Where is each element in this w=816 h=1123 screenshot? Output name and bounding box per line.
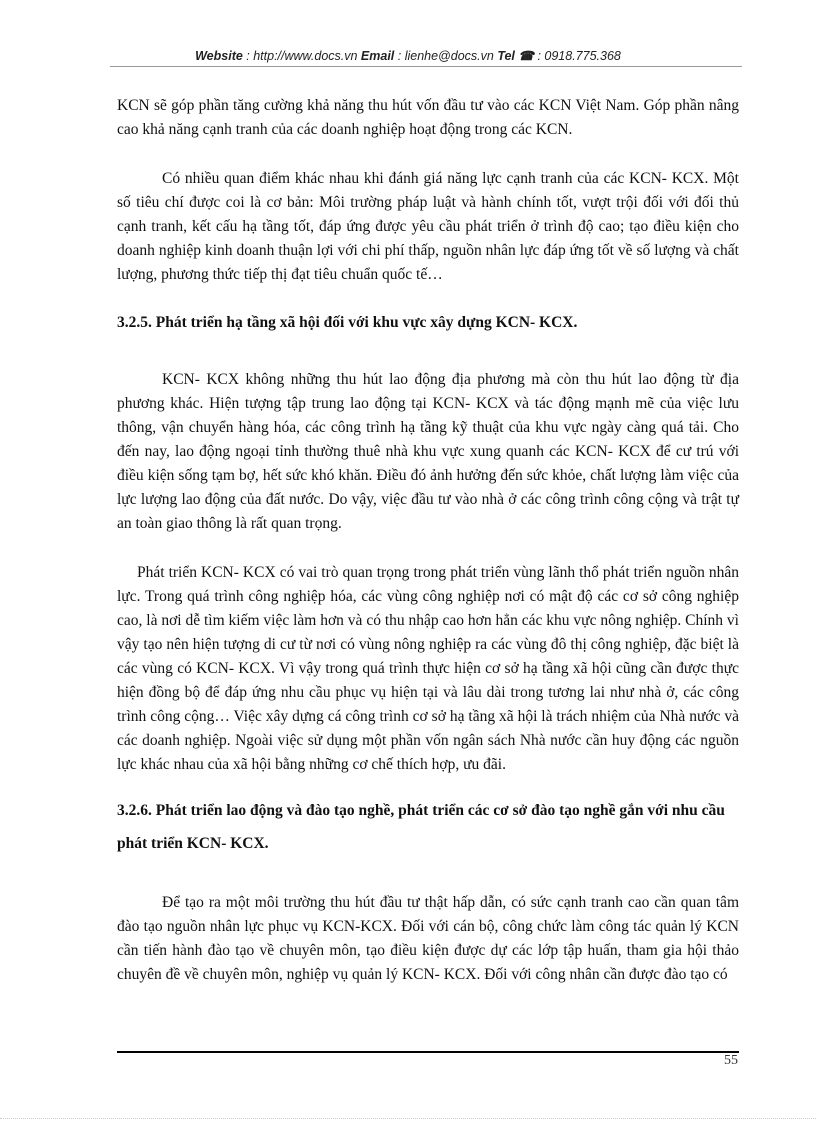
email-value: : lienhe@docs.vn	[394, 49, 498, 63]
header-divider	[110, 66, 742, 67]
website-label: Website	[195, 49, 243, 63]
paragraph-3: KCN- KCX không những thu hút lao động địa phương mà còn thu hút lao động từ địa phương khác. Hiện tượng tập trung lao động tại KCN- KCX và tác động mạnh mẽ của việc lưu thông, vận chuyển hàng hóa, các công trình hạ tầng kỹ thuật của khu vực ngày càng quá tải. Cho đến nay, lao động ngoại tỉnh thường thuê nhà khu vực xung quanh các KCN- KCX để cư trú với điều kiện sống tạm bợ, hết sức khó khăn. Điều đó ảnh hưởng đến sức khỏe, chất lượng làm việc của lực lượng lao động của đất nước. Do vậy, việc đầu tư vào nhà ở các công trình công cộng và trật tự an toàn giao thông là rất quan trọng.	[117, 371, 739, 532]
tel-value: : 0918.775.368	[533, 49, 621, 63]
page-body	[117, 94, 739, 987]
page-number: 55	[724, 1053, 738, 1068]
paragraph-4: Phát triển KCN- KCX có vai trò quan trọng trong phát triển vùng lãnh thổ phát triển nguồn nhân lực. Trong quá trình công nghiệp hóa, các vùng công nghiệp nơi có mật độ các cơ sở công nghiệp cao, là nơi dễ tìm kiếm việc làm hơn và có thu nhập cao hơn hẳn các khu vực nông nghiệp. Chính vì vậy tạo nên hiện tượng di cư từ nơi có vùng nông nghiệp ra các vùng đô thị công nghiệp, đặc biệt là các vùng có KCN- KCX. Vì vậy trong quá trình thực hiện cơ sở hạ tầng xã hội cũng cần được thực hiện đồng bộ để đáp ứng nhu cầu phục vụ hiện tại và lâu dài trong tương lai như nhà ở, các công trình công cộng… Việc xây dựng cá công trình cơ sở hạ tầng xã hội là trách nhiệm của Nhà nước và các doanh nghiệp. Ngoài việc sử dụng một phần vốn ngân sách Nhà nước cần huy động các nguồn lực khác nhau của xã hội bằng những cơ chế thích hợp, ưu đãi.	[117, 564, 739, 773]
tel-label: Tel	[497, 49, 515, 63]
footer-divider	[117, 1051, 739, 1053]
page-header	[0, 48, 816, 63]
paragraph-2: Có nhiều quan điểm khác nhau khi đánh giá năng lực cạnh tranh của các KCN- KCX. Một số tiêu chí được coi là cơ bản: Môi trường pháp luật và hành chính tốt, vượt trội đối với đối thủ cạnh tranh, kết cấu hạ tầng tốt, đáp ứng được yêu cầu phát triển ở trình độ cao; tạo điều kiện cho doanh nghiệp kinh doanh thuận lợi với chi phí thấp, nguồn nhân lực đáp ứng tốt về số lượng và chất lượng, phương thức tiếp thị đạt tiêu chuẩn quốc tế…	[117, 170, 739, 283]
paragraph-5: Để tạo ra một môi trường thu hút đầu tư thật hấp dẫn, có sức cạnh tranh cao cần quan tâm đào tạo nguồn nhân lực phục vụ KCN-KCX. Đối với cán bộ, công chức làm công tác quản lý KCN cần tiến hành đào tạo về chuyên môn, tạo điều kiện được dự các lớp tập huấn, tham gia hội thảo chuyên đề về chuyên môn, nghiệp vụ quản lý KCN- KCX. Đối với công nhân cần được đào tạo có	[117, 894, 739, 983]
website-value: : http://www.docs.vn	[242, 49, 361, 63]
page-bottom-border	[0, 1118, 816, 1119]
phone-icon: ☎	[518, 49, 534, 63]
section-heading-3-2-5: 3.2.5. Phát triển hạ tầng xã hội đối với khu vực xây dựng KCN- KCX.	[117, 314, 578, 331]
email-label: Email	[360, 49, 395, 63]
section-heading-3-2-6: 3.2.6. Phát triển lao động và đào tạo nghề, phát triển các cơ sở đào tạo nghề gắn với nhu cầu phát triển KCN- KCX.	[117, 802, 725, 852]
paragraph-1: KCN sẽ góp phần tăng cường khả năng thu hút vốn đầu tư vào các KCN Việt Nam. Góp phần nâng cao khả năng cạnh tranh của các doanh nghiệp hoạt động trong các KCN.	[117, 97, 739, 138]
